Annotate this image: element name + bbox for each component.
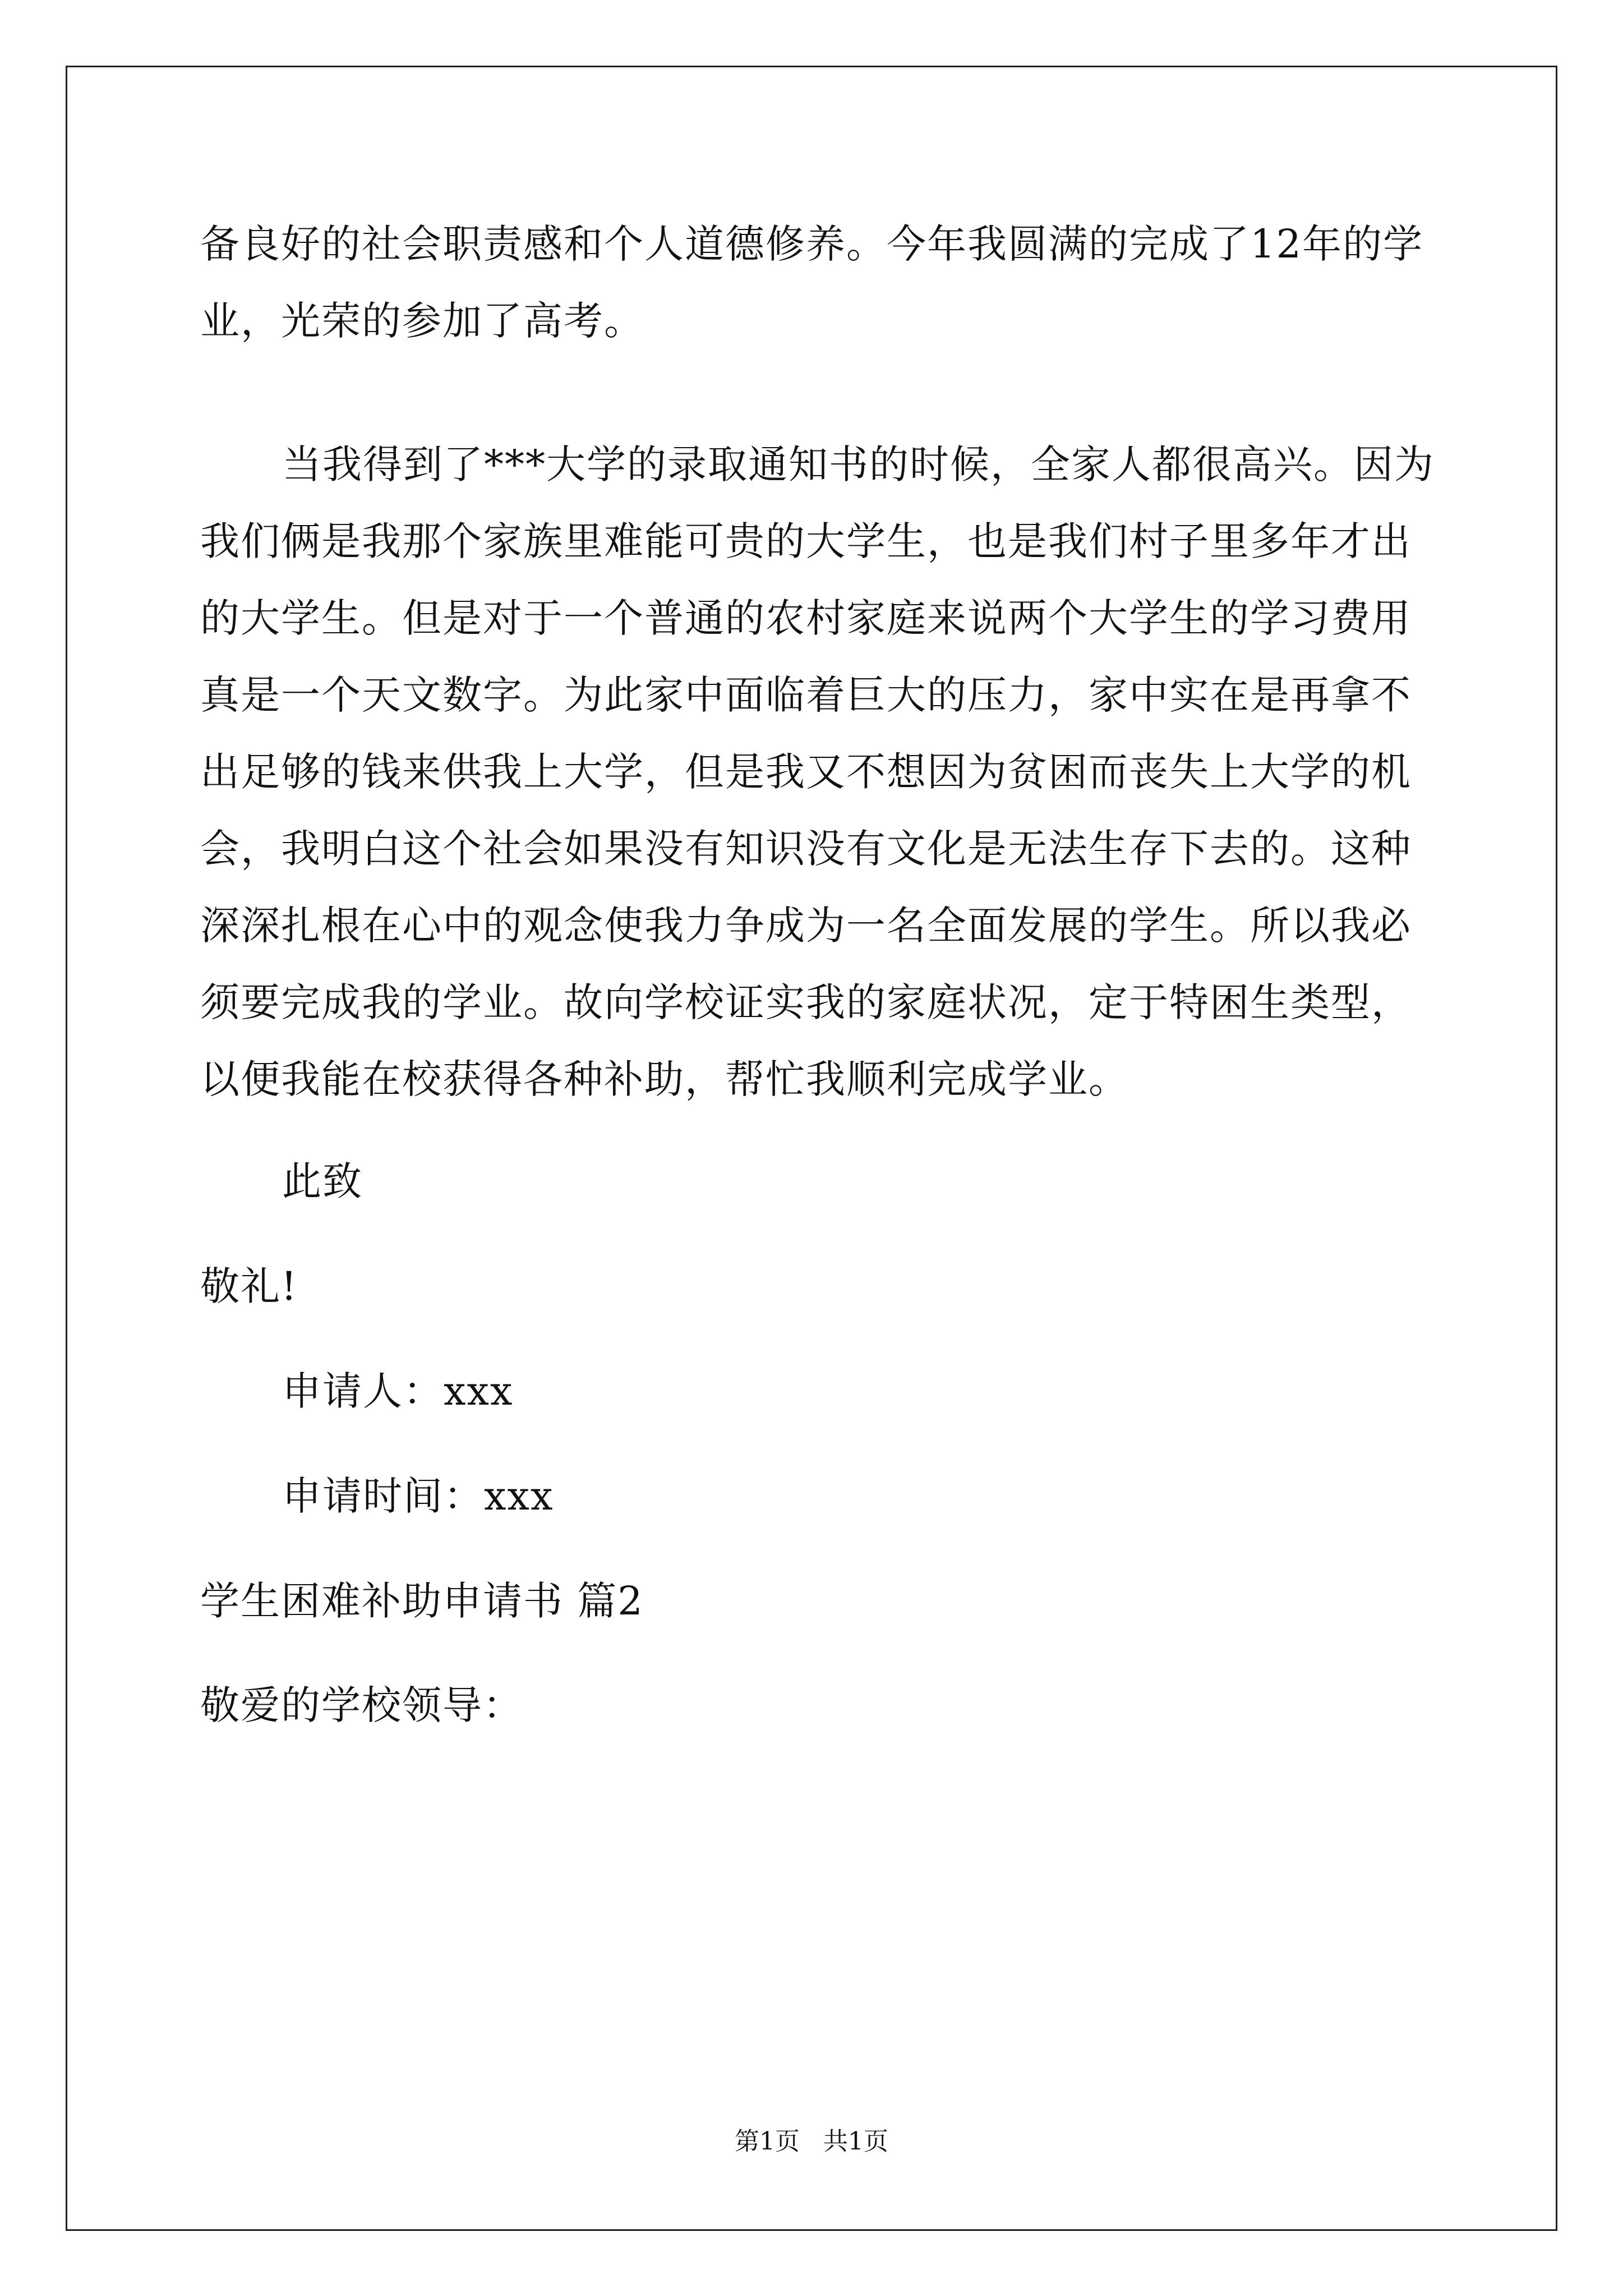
applicant-line: 申请人：xxx	[282, 1368, 514, 1414]
section-title: 学生困难补助申请书 篇2	[200, 1578, 644, 1624]
paragraph-line: 我们俩是我那个家族里难能可贵的大学生，也是我们村子里多年才出	[200, 518, 1412, 564]
paragraph-line: 以便我能在校获得各种补助，帮忙我顺利完成学业。	[200, 1056, 1129, 1102]
salute-text: 敬礼!	[200, 1263, 298, 1309]
paragraph-line: 备良好的社会职责感和个人道德修养。今年我圆满的完成了12年的学	[200, 221, 1424, 267]
paragraph-line: 业，光荣的参加了高考。	[200, 298, 644, 344]
paragraph-line: 真是一个天文数字。为此家中面临着巨大的压力，家中实在是再拿不	[200, 672, 1412, 718]
paragraph-line: 会，我明白这个社会如果没有知识没有文化是无法生存下去的。这种	[200, 826, 1412, 872]
page-border	[66, 66, 1557, 2231]
paragraph-line: 出足够的钱来供我上大学，但是我又不想因为贫困而丧失上大学的机	[200, 749, 1412, 795]
page-footer: 第1页 共1页	[735, 2127, 888, 2156]
paragraph-line: 当我得到了***大学的录取通知书的时候，全家人都很高兴。因为	[282, 441, 1435, 487]
apply-time-line: 申请时间：xxx	[282, 1473, 554, 1519]
paragraph-line: 深深扎根在心中的观念使我力争成为一名全面发展的学生。所以我必	[200, 903, 1412, 949]
closing-text: 此致	[282, 1158, 363, 1204]
greeting-line: 敬爱的学校领导：	[200, 1682, 523, 1728]
paragraph-line: 须要完成我的学业。故向学校证实我的家庭状况，定于特困生类型，	[200, 979, 1412, 1025]
paragraph-line: 的大学生。但是对于一个普通的农村家庭来说两个大学生的学习费用	[200, 595, 1412, 641]
